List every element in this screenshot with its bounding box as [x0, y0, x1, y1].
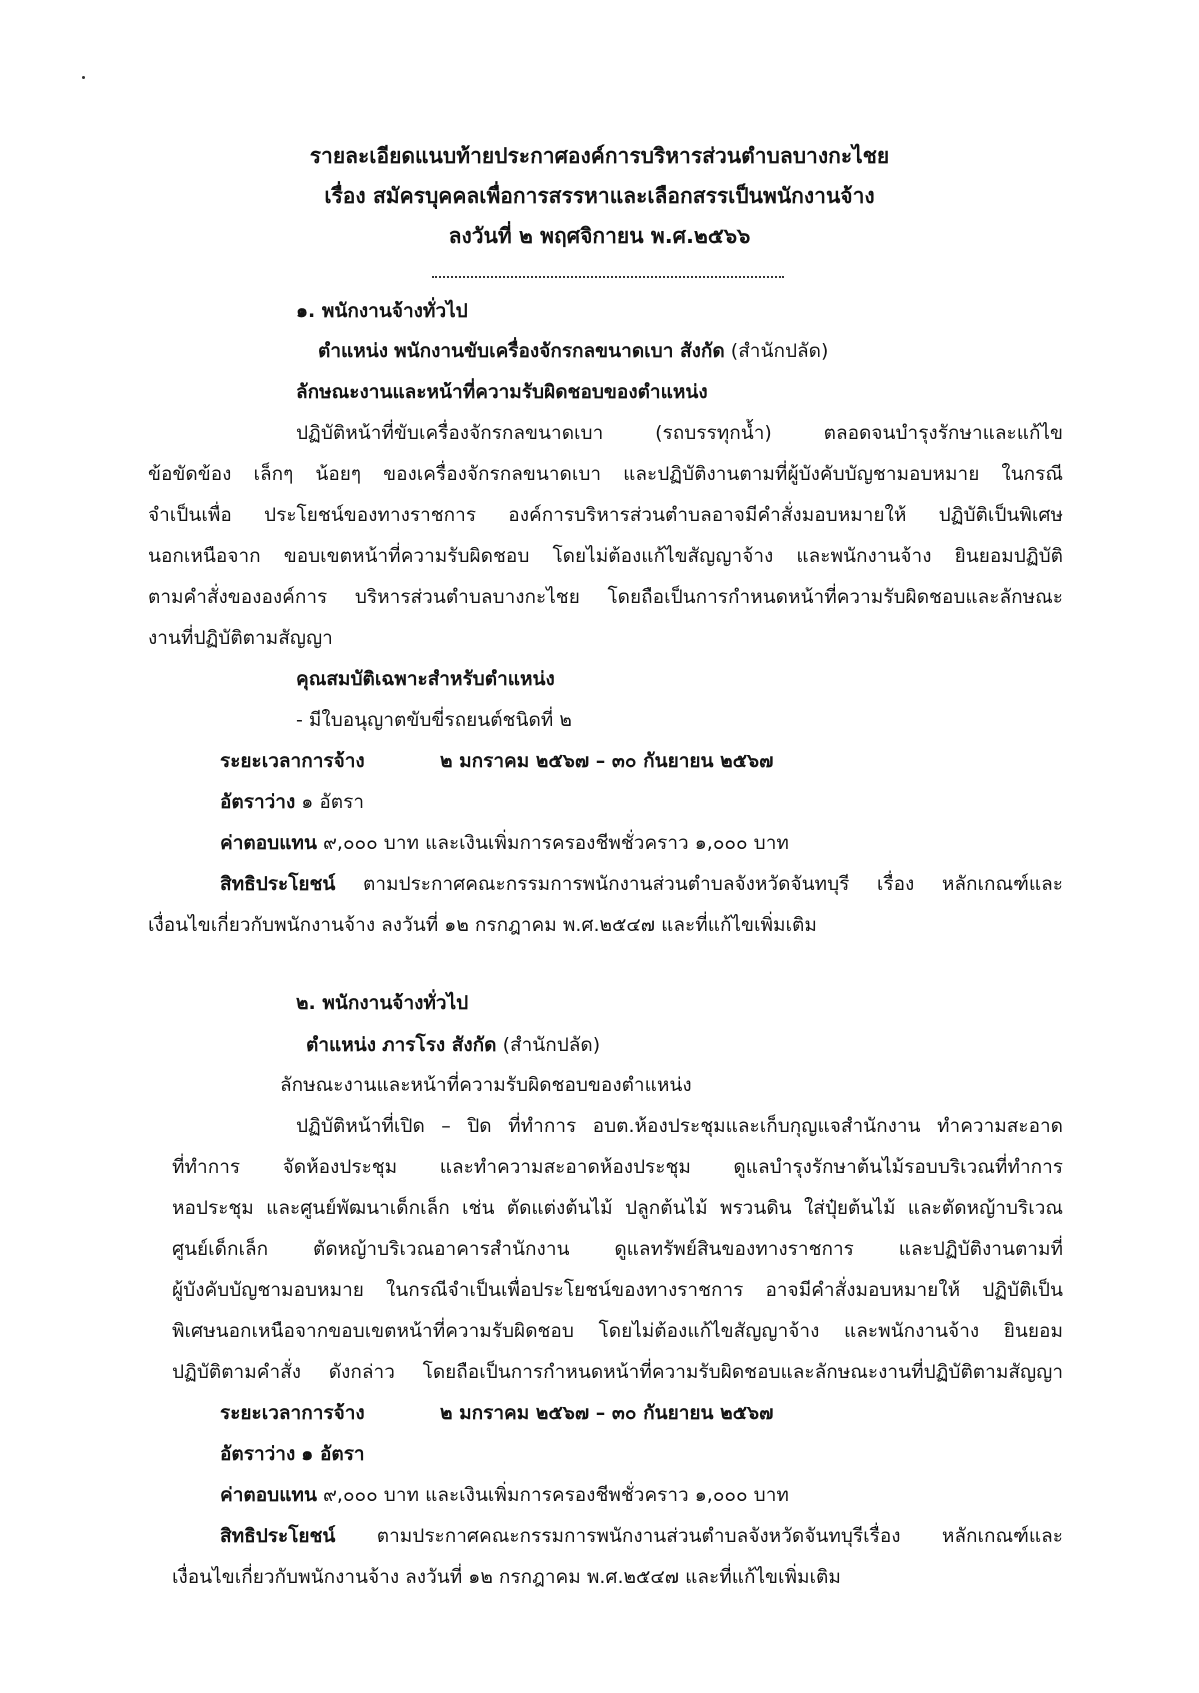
section1-pay	[220, 828, 789, 858]
section1-pay-value: ๙,๐๐๐ บาท และเงินเพิ่มการครองชีพชั่วคราว ๑,๐๐๐ บาท	[323, 832, 789, 854]
section1-period-value: ๒ มกราคม ๒๕๖๗ – ๓๐ กันยายน ๒๕๖๗	[440, 750, 774, 772]
section2-benefit-label: สิทธิประโยชน์	[220, 1525, 336, 1547]
section1-vacancy-value: ๑ อัตรา	[301, 791, 365, 813]
header-subject: เรื่อง สมัครบุคคลเพื่อการสรรหาและเลือกสรรเป็นพนักงานจ้าง	[324, 184, 875, 208]
section1-position	[318, 336, 828, 366]
section1-pay-label: ค่าตอบแทน	[220, 832, 317, 854]
section2-duties-line: พิเศษนอกเหนือจากขอบเขตหน้าที่ความรับผิดชอบ โดยไม่ต้องแก้ไขสัญญาจ้าง และพนักงานจ้าง ยินยอม	[172, 1320, 1063, 1342]
section1-benefit-line1: ตามประกาศคณะกรรมการพนักงานส่วนตำบลจังหวัดจันทบุรี เรื่อง หลักเกณฑ์และ	[362, 873, 1063, 895]
section2-period-label: ระยะเวลาการจ้าง	[220, 1402, 365, 1424]
section2-duties-line: ศูนย์เด็กเล็ก ตัดหญ้าบริเวณอาคารสำนักงาน ดูแลทรัพย์สินของทางราชการ และปฏิบัติงานตามที่	[172, 1238, 1063, 1260]
section2-benefit-line2: เงื่อนไขเกี่ยวกับพนักงานจ้าง ลงวันที่ ๑๒ กรกฎาคม พ.ศ.๒๕๔๗ และที่แก้ไขเพิ่มเติม	[172, 1566, 841, 1588]
section2-duties-line: หอประชุม และศูนย์พัฒนาเด็กเล็ก เช่น ตัดแต่งต้นไม้ ปลูกต้นไม้ พรวนดิน ใส่ปุ๋ยต้นไม้ และตัดหญ้าบริเวณ	[172, 1197, 1063, 1219]
section2-duties-line: ปฏิบัติหน้าที่เปิด – ปิด ที่ทำการ อบต.ห้องประชุมและเก็บกุญแจสำนักงาน ทำความสะอาด	[296, 1115, 1063, 1137]
section1-duties-line: ปฏิบัติหน้าที่ขับเครื่องจักรกลขนาดเบา (รถบรรทุกน้ำ) ตลอดจนบำรุงรักษาและแก้ไข	[296, 422, 1063, 444]
section1-duties-line: ตามคำสั่งขององค์การ บริหารส่วนตำบลบางกะไชย โดยถือเป็นการกำหนดหน้าที่ความรับผิดชอบและลักษณะ	[148, 586, 1063, 608]
section2-duties-line: ปฏิบัติตามคำสั่ง ดังกล่าว โดยถือเป็นการกำหนดหน้าที่ความรับผิดชอบและลักษณะงานที่ปฏิบัติตามสัญญา	[172, 1361, 1063, 1383]
section2-pay	[220, 1480, 789, 1510]
section2-position-unit: (สำนักปลัด)	[502, 1034, 601, 1056]
section2-pay-value: ๙,๐๐๐ บาท และเงินเพิ่มการครองชีพชั่วคราว ๑,๐๐๐ บาท	[323, 1484, 789, 1506]
section1-position-value: พนักงานขับเครื่องจักรกลขนาดเบา สังกัด	[394, 340, 725, 362]
section2-position	[306, 1030, 600, 1060]
section2-heading: ๒. พนักงานจ้างทั่วไป	[296, 992, 469, 1014]
section1-duties-heading: ลักษณะงานและหน้าที่ความรับผิดชอบของตำแหน่ง	[296, 381, 708, 403]
section2-benefit-line1: ตามประกาศคณะกรรมการพนักงานส่วนตำบลจังหวัดจันทบุรีเรื่อง หลักเกณฑ์และ	[376, 1525, 1063, 1547]
section1-position-unit: (สำนักปลัด)	[730, 340, 829, 362]
section2-duties-line: ผู้บังคับบัญชามอบหมาย ในกรณีจำเป็นเพื่อประโยชน์ของทางราชการ อาจมีคำสั่งมอบหมายให้ ปฏิบัติเป็น	[172, 1279, 1063, 1301]
header-date: ลงวันที่ ๒ พฤศจิกายน พ.ศ.๒๕๖๖	[448, 224, 751, 248]
section1-benefit-label: สิทธิประโยชน์	[220, 873, 336, 895]
section1-position-label: ตำแหน่ง	[318, 340, 389, 362]
section1-period-label: ระยะเวลาการจ้าง	[220, 750, 365, 772]
section1-benefit-line2: เงื่อนไขเกี่ยวกับพนักงานจ้าง ลงวันที่ ๑๒ กรกฎาคม พ.ศ.๒๕๔๗ และที่แก้ไขเพิ่มเติม	[148, 914, 817, 936]
section1-qual-heading: คุณสมบัติเฉพาะสำหรับตำแหน่ง	[296, 668, 555, 690]
section2-duties-line: ที่ทำการ จัดห้องประชุม และทำความสะอาดห้องประชุม ดูแลบำรุงรักษาต้นไม้รอบบริเวณที่ทำการ	[172, 1156, 1063, 1178]
section1-vacancy-label: อัตราว่าง	[220, 791, 296, 813]
section2-vacancy-label: อัตราว่าง	[220, 1443, 296, 1465]
section2-duties-heading: ลักษณะงานและหน้าที่ความรับผิดชอบของตำแหน่ง	[280, 1074, 692, 1096]
section1-duties-line: จำเป็นเพื่อ ประโยชน์ของทางราชการ องค์การบริหารส่วนตำบลอาจมีคำสั่งมอบหมายให้ ปฏิบัติเป็นพิเศษ	[148, 504, 1063, 526]
section1-vacancy	[220, 787, 364, 817]
section2-vacancy	[220, 1439, 365, 1469]
section2-pay-label: ค่าตอบแทน	[220, 1484, 317, 1506]
section2-vacancy-value: ๑ อัตรา	[301, 1443, 365, 1465]
section1-benefit	[220, 869, 1063, 899]
dotted-separator	[432, 276, 784, 278]
section1-duties-line: ข้อขัดข้อง เล็กๆ น้อยๆ ของเครื่องจักรกลขนาดเบา และปฏิบัติงานตามที่ผู้บังคับบัญชามอบหมาย ในกรณี	[148, 463, 1063, 485]
section2-benefit	[220, 1521, 1063, 1551]
section1-qual-item: - มีใบอนุญาตขับขี่รถยนต์ชนิดที่ ๒	[296, 709, 572, 731]
scan-speck	[82, 76, 85, 79]
header-title: รายละเอียดแนบท้ายประกาศองค์การบริหารส่วนตำบลบางกะไชย	[309, 144, 890, 168]
section2-period-value: ๒ มกราคม ๒๕๖๗ – ๓๐ กันยายน ๒๕๖๗	[440, 1402, 774, 1424]
section1-duties-line: งานที่ปฏิบัติตามสัญญา	[148, 627, 333, 649]
section2-position-value: ภารโรง สังกัด	[382, 1034, 497, 1056]
section2-position-label: ตำแหน่ง	[306, 1034, 377, 1056]
section1-heading: ๑. พนักงานจ้างทั่วไป	[296, 300, 468, 322]
section1-duties-line: นอกเหนือจาก ขอบเขตหน้าที่ความรับผิดชอบ โดยไม่ต้องแก้ไขสัญญาจ้าง และพนักงานจ้าง ยินยอมปฏิบัติ	[148, 545, 1063, 567]
